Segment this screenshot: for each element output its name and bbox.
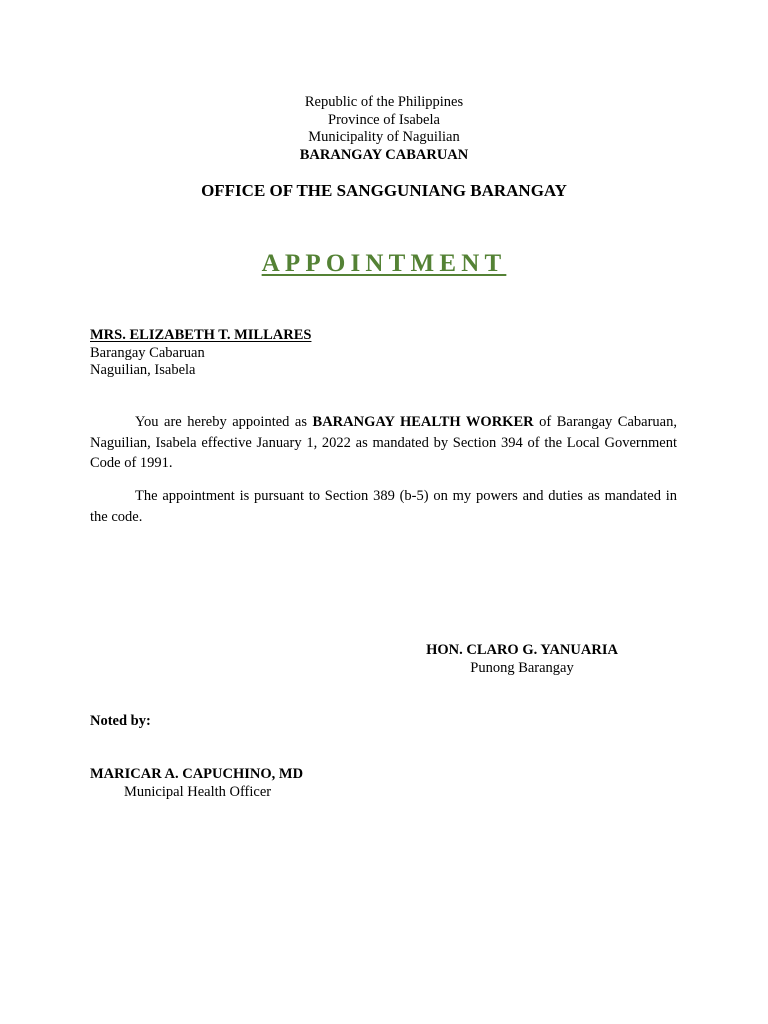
health-officer-block (90, 766, 390, 801)
signatory-name: HON. CLARO G. YANUARIA (426, 642, 618, 658)
office-heading: OFFICE OF THE SANGGUNIANG BARANGAY (201, 181, 567, 200)
health-officer-name: MARICAR A. CAPUCHINO, MD (90, 766, 304, 782)
letterhead (0, 94, 768, 164)
document-title (0, 249, 768, 279)
document-title-text: APPOINTMENT (261, 250, 507, 277)
addressee-address-line-2: Naguilian, Isabela (90, 362, 196, 378)
appointed-position: BARANGAY HEALTH WORKER (312, 414, 534, 430)
pursuant-paragraph (90, 486, 677, 527)
pursuant-text: The appointment is pursuant to Section 389 (b-5) on my powers and duties as mandated in the code. (90, 488, 677, 525)
health-officer-title: Municipal Health Officer (124, 783, 272, 800)
noted-by-label: Noted by: (90, 713, 151, 729)
municipality-line: Municipality of Naguilian (308, 129, 460, 145)
appointment-text-end: of Barangay Cabaruan, Naguilian, Isabela effective January 1, 2022 as mandated by Section 394 of the Local Government Code of 1991. (90, 414, 677, 471)
addressee-name: MRS. ELIZABETH T. MILLARES (90, 327, 312, 343)
signatory-title: Punong Barangay (470, 659, 574, 676)
appointment-text-start: You are hereby appointed as (135, 414, 313, 430)
province-line: Province of Isabela (328, 111, 440, 128)
republic-line: Republic of the Philippines (304, 94, 464, 110)
addressee-address-line-1: Barangay Cabaruan (90, 344, 205, 361)
barangay-line: BARANGAY CABARUAN (299, 146, 469, 163)
appointment-paragraph (90, 412, 677, 474)
addressee-block (90, 327, 490, 380)
signatory-block (400, 642, 644, 677)
